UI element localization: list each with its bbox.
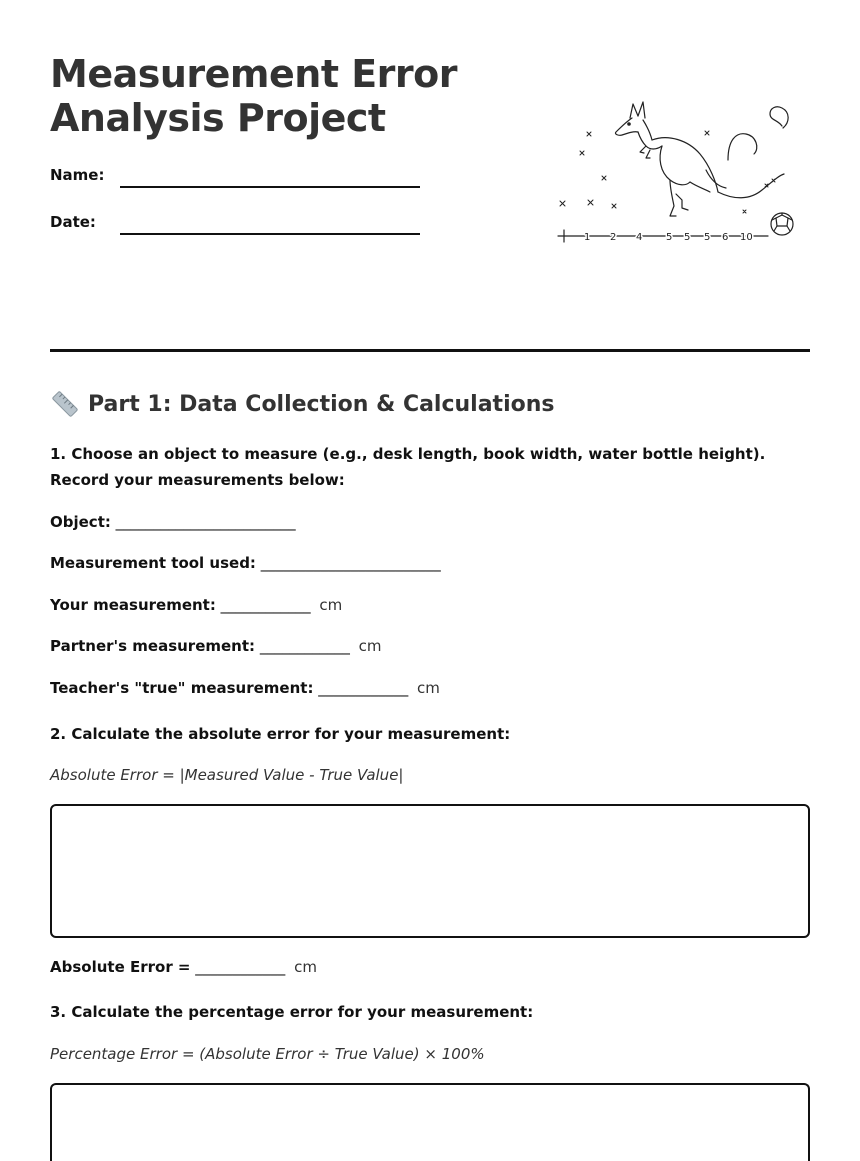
partner-measurement-field[interactable]	[50, 637, 381, 655]
absolute-error-result-field[interactable]	[50, 958, 317, 976]
absolute-error-result-label: Absolute Error =	[50, 958, 191, 976]
question-3: 3. Calculate the percentage error for your measurement:	[50, 1003, 534, 1021]
ruler-label: 1	[584, 232, 591, 243]
spiral-decoration	[770, 107, 788, 128]
object-blank[interactable]: ________________________	[115, 513, 296, 531]
absolute-error-work-box[interactable]	[50, 804, 810, 938]
section-divider	[50, 349, 810, 352]
page-title	[50, 52, 457, 140]
ruler-label: 4	[636, 232, 643, 243]
absolute-error-result-blank[interactable]: ____________	[195, 958, 286, 976]
ruler-label: 2	[610, 232, 617, 243]
tool-field[interactable]	[50, 554, 441, 572]
unit-label: cm	[319, 596, 343, 614]
absolute-error-formula: Absolute Error = |Measured Value - True Value|	[50, 766, 404, 784]
unit-label: cm	[294, 958, 317, 976]
object-field[interactable]	[50, 513, 296, 531]
ruler-label: 5	[704, 232, 711, 243]
object-label: Object:	[50, 513, 111, 531]
ruler-icon	[50, 389, 80, 419]
part1-heading-text: Part 1: Data Collection & Calculations	[88, 391, 555, 417]
percentage-error-work-box[interactable]	[50, 1083, 810, 1161]
ruler-label: 10	[740, 232, 753, 243]
ruler-label: 5	[684, 232, 691, 243]
kangaroo-ruler-illustration	[550, 96, 795, 246]
teacher-measurement-field[interactable]	[50, 679, 440, 697]
date-line[interactable]	[120, 233, 420, 235]
unit-label: cm	[417, 679, 440, 697]
stars-decoration	[560, 131, 775, 213]
your-measurement-label: Your measurement:	[50, 596, 216, 614]
tool-blank[interactable]: ________________________	[260, 554, 441, 572]
ball-icon	[771, 213, 793, 235]
your-measurement-blank[interactable]: ____________	[220, 596, 311, 614]
partner-measurement-label: Partner's measurement:	[50, 637, 256, 655]
name-field[interactable]	[50, 166, 420, 196]
ruler-label: 6	[722, 232, 729, 243]
ruler-label: 5	[666, 232, 673, 243]
date-label: Date:	[50, 213, 96, 231]
part1-heading	[50, 388, 555, 420]
question-1: 1. Choose an object to measure (e.g., desk length, book width, water bottle height). Record your measurements below:	[50, 445, 766, 489]
date-field[interactable]	[50, 213, 420, 243]
title-line-2: Analysis Project	[50, 96, 386, 140]
title-line-1: Measurement Error	[50, 52, 458, 96]
partner-measurement-blank[interactable]: ____________	[259, 637, 350, 655]
question-2: 2. Calculate the absolute error for your measurement:	[50, 725, 511, 743]
name-line[interactable]	[120, 186, 420, 188]
kangaroo-drawing	[615, 102, 784, 216]
teacher-measurement-label: Teacher's "true" measurement:	[50, 679, 314, 697]
percentage-error-formula: Percentage Error = (Absolute Error ÷ True Value) × 100%	[50, 1045, 485, 1063]
tool-label: Measurement tool used:	[50, 554, 256, 572]
name-label: Name:	[50, 166, 105, 184]
arc-decoration	[728, 134, 757, 160]
your-measurement-field[interactable]	[50, 596, 342, 614]
unit-label: cm	[358, 637, 382, 655]
teacher-measurement-blank[interactable]: ____________	[318, 679, 409, 697]
